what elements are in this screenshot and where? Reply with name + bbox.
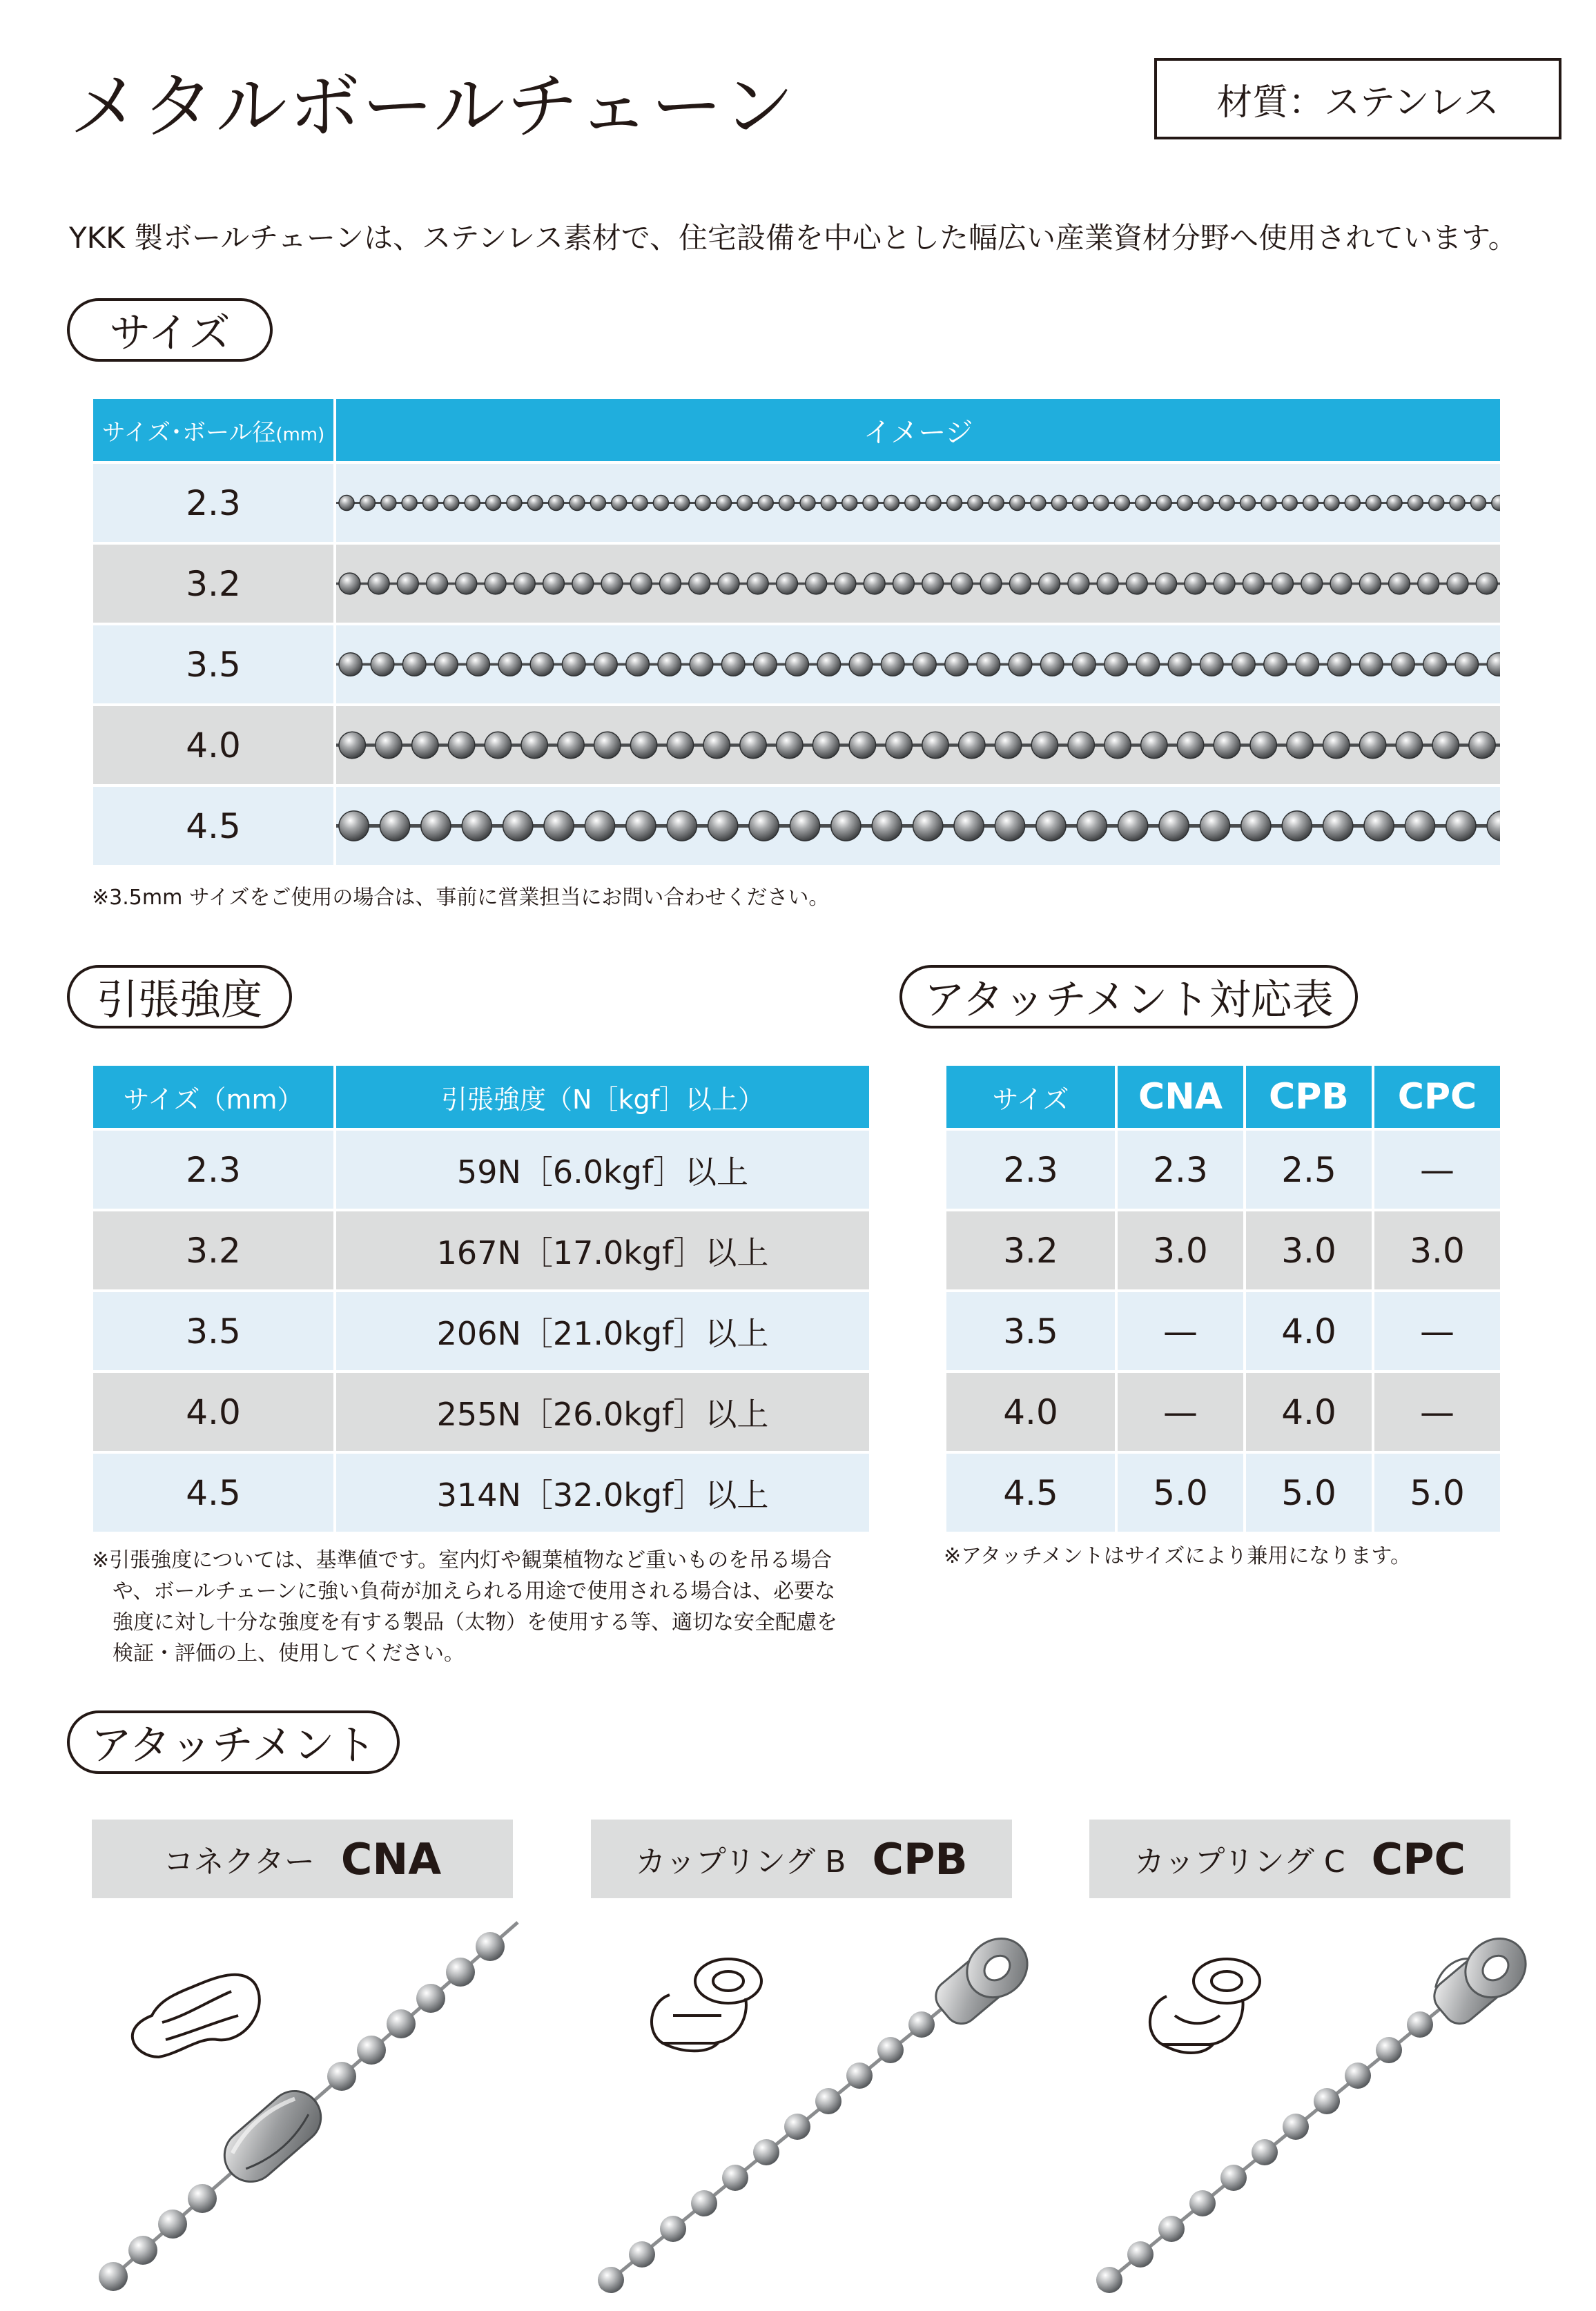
strength-cell: 206N［21.0kgf］以上 (335, 1291, 870, 1372)
chain-ball (653, 496, 668, 511)
chain-ball (1068, 732, 1094, 758)
chain-ball (658, 653, 681, 676)
chain-ball (1492, 496, 1501, 511)
chain-ball (1104, 653, 1128, 676)
chain-ball (1389, 573, 1410, 594)
chain-ball (1159, 811, 1189, 841)
chain-ball (1214, 573, 1235, 594)
chain-ball (1272, 573, 1294, 594)
chain-ball (1077, 811, 1107, 841)
attachment-name: カップリング B (635, 1844, 846, 1880)
chain-ball (1240, 496, 1256, 511)
size-cell: 3.2 (945, 1210, 1116, 1291)
chain-4-5-graphic (336, 788, 1501, 864)
chain-ball (427, 573, 448, 594)
chain-ball (951, 573, 973, 594)
chain-ball (1177, 732, 1203, 758)
compat-size-header: サイズ (945, 1064, 1116, 1129)
chain-ball (397, 573, 418, 594)
chain-ball (435, 653, 458, 676)
chain-ball (503, 811, 533, 841)
chain-ball (995, 732, 1021, 758)
chain-ball (690, 653, 713, 676)
size-cell: 4.5 (92, 1452, 335, 1533)
chain-ball (806, 573, 827, 594)
strength-cell: 167N［17.0kgf］以上 (335, 1210, 870, 1291)
chain-ball (1282, 811, 1312, 841)
chain-ball (1010, 573, 1031, 594)
cpc-cell: — (1373, 1129, 1501, 1210)
chain-ball (514, 573, 535, 594)
chain-ball (467, 653, 490, 676)
chain-ball (1287, 732, 1313, 758)
chain-ball (913, 653, 937, 676)
chain-ball (339, 573, 360, 594)
table-row (92, 462, 1501, 543)
chain-3-5-graphic (336, 627, 1501, 702)
chain-ball (601, 573, 623, 594)
size-cell: 3.2 (92, 543, 335, 624)
chain-ball (667, 811, 697, 841)
size-cell: 4.5 (945, 1452, 1116, 1533)
size-cell: 4.5 (92, 786, 335, 866)
chain-ball (674, 496, 690, 511)
chain-ball (812, 732, 839, 758)
size-heading: サイズ (67, 298, 273, 362)
chain-ball (821, 496, 836, 511)
chain-ball (1447, 573, 1468, 594)
chain-ball (1359, 732, 1385, 758)
chain-ball (959, 732, 985, 758)
attachments-heading: アタッチメント (67, 1710, 400, 1774)
cpc-cell: 3.0 (1373, 1210, 1501, 1291)
chain-ball (922, 732, 948, 758)
chain-ball (1214, 732, 1240, 758)
chain-ball (968, 496, 983, 511)
strength-size-header: サイズ（mm） (92, 1064, 335, 1129)
chain-ball (485, 573, 506, 594)
chain-ball (1141, 732, 1167, 758)
table-row (945, 1452, 1501, 1533)
attachment-name: コネクター (163, 1844, 315, 1880)
size-col-unit: (mm) (275, 424, 325, 445)
chain-ball (817, 653, 841, 676)
chain-ball (947, 496, 962, 511)
cpc-cell: 5.0 (1373, 1452, 1501, 1533)
chain-ball (831, 811, 861, 841)
strength-cell: 255N［26.0kgf］以上 (335, 1372, 870, 1452)
chain-ball (1345, 496, 1360, 511)
chain-ball (893, 573, 915, 594)
chain-ball (626, 811, 656, 841)
chain-ball (1408, 496, 1423, 511)
chain-ball (1450, 496, 1465, 511)
chain-2-3-graphic (336, 465, 1501, 540)
cna-cell: 5.0 (1116, 1452, 1245, 1533)
chain-ball (1405, 811, 1434, 841)
size-cell: 4.0 (92, 705, 335, 786)
chain-ball (1068, 573, 1089, 594)
chain-ball (881, 653, 904, 676)
chain-ball (1469, 732, 1495, 758)
chain-ball (1073, 653, 1096, 676)
chain-ball (777, 732, 803, 758)
chain-ball (1097, 573, 1118, 594)
chain-ball (1476, 573, 1497, 594)
chain-4-0-graphic (336, 708, 1501, 783)
chain-ball (1296, 653, 1319, 676)
chain-ball (381, 496, 396, 511)
chain-ball (1177, 496, 1192, 511)
chain-ball (1198, 496, 1214, 511)
chain-ball (1303, 496, 1318, 511)
chain-ball (1136, 653, 1160, 676)
chain-ball (1261, 496, 1276, 511)
chain-ball (572, 573, 594, 594)
chain-ball (886, 732, 912, 758)
chain-ball (1359, 573, 1381, 594)
chain-ball (1156, 496, 1171, 511)
chain-ball (872, 811, 902, 841)
chain-ball (444, 496, 459, 511)
compat-cpb-header: CPB (1245, 1064, 1373, 1129)
chain-ball (1324, 496, 1339, 511)
chain-ball (498, 653, 522, 676)
image-col-header: イメージ (335, 398, 1501, 462)
chain-ball (590, 496, 605, 511)
table-row (945, 1210, 1501, 1291)
chain-ball (544, 811, 574, 841)
size-cell: 2.3 (92, 1129, 335, 1210)
chain-ball (1323, 732, 1350, 758)
chain-ball (660, 573, 681, 594)
chain-ball (1039, 573, 1060, 594)
table-row (945, 1291, 1501, 1372)
chain-ball (1118, 811, 1148, 841)
chain-ball (779, 496, 795, 511)
chain-ball (1200, 811, 1229, 841)
chain-ball (339, 653, 362, 676)
chain-ball (864, 573, 885, 594)
compat-table (944, 1063, 1503, 1534)
chain-ball (1432, 732, 1459, 758)
compat-note: ※アタッチメントはサイズにより兼用になります。 (944, 1544, 1412, 1568)
chain-ball (800, 496, 815, 511)
chain-ball (1241, 811, 1271, 841)
chain-ball (1156, 573, 1177, 594)
chain-ball (412, 732, 438, 758)
chain-ball (703, 732, 730, 758)
chain-ball (594, 653, 618, 676)
chain-ball (884, 496, 899, 511)
size-cell: 2.3 (92, 462, 335, 543)
table-row (92, 705, 1501, 786)
chain-ball (507, 496, 522, 511)
chain-ball (689, 573, 710, 594)
table-row (92, 1210, 870, 1291)
chain-ball (1040, 653, 1064, 676)
table-row (92, 786, 1501, 866)
cpb-cell: 4.0 (1245, 1372, 1373, 1452)
chain-ball (612, 496, 627, 511)
chain-ball (1392, 653, 1415, 676)
chain-ball (570, 496, 585, 511)
chain-ball (849, 732, 875, 758)
chain-ball (849, 653, 873, 676)
chain-ball (1301, 573, 1323, 594)
chain-ball (842, 496, 857, 511)
chain-ball (1219, 496, 1234, 511)
chain-ball (718, 573, 739, 594)
chain-ball (562, 653, 585, 676)
size-cell: 4.0 (92, 1372, 335, 1452)
table-row (92, 1372, 870, 1452)
chain-ball (558, 732, 584, 758)
chain-ball (1282, 496, 1297, 511)
table-row (92, 624, 1501, 705)
chain-image (335, 624, 1501, 705)
chain-ball (1010, 496, 1025, 511)
cna-cell: 3.0 (1116, 1210, 1245, 1291)
chain-ball (1327, 653, 1351, 676)
chain-ball (549, 496, 564, 511)
chain-ball (1455, 653, 1479, 676)
chain-ball (980, 573, 1002, 594)
chain-ball (747, 573, 768, 594)
chain-ball (448, 732, 474, 758)
chain-ball (1126, 573, 1147, 594)
attachment-code: CNA (340, 1833, 442, 1884)
table-row (92, 1452, 870, 1533)
strength-note-line: 強度に対し十分な強度を有する製品（太物）を使用する等、適切な安全配慮を (113, 1610, 837, 1635)
chain-image (335, 786, 1501, 866)
chain-ball (1168, 653, 1191, 676)
chain-ball (421, 811, 451, 841)
chain-ball (630, 732, 656, 758)
chain-ball (1031, 496, 1046, 511)
attachment-label-cpc (1089, 1820, 1510, 1898)
chain-ball (1104, 732, 1131, 758)
chain-ball (1423, 653, 1447, 676)
chain-ball (339, 811, 369, 841)
chain-ball (1114, 496, 1129, 511)
cpb-chain-balls (598, 2011, 935, 2293)
chain-ball (1366, 496, 1381, 511)
chain-ball (1136, 496, 1151, 511)
cpb-cell: 3.0 (1245, 1210, 1373, 1291)
chain-ball (465, 496, 480, 511)
compat-heading: アタッチメント対応表 (899, 965, 1358, 1028)
attachment-code: CPB (872, 1833, 968, 1884)
chain-ball (1264, 653, 1287, 676)
chain-ball (1250, 732, 1276, 758)
chain-ball (402, 496, 417, 511)
chain-ball (632, 496, 648, 511)
cpc-cell: — (1373, 1291, 1501, 1372)
chain-ball (1232, 653, 1256, 676)
chain-ball (1243, 573, 1264, 594)
cpc-coupling-illustration (1078, 1912, 1548, 2299)
chain-ball (371, 653, 394, 676)
chain-ball (1051, 496, 1067, 511)
chain-ball (360, 496, 375, 511)
table-row (92, 543, 1501, 624)
chain-ball (717, 496, 732, 511)
strength-note-line: や、ボールチェーンに強い負荷が加えられる用途で使用される場合は、必要な (113, 1579, 836, 1603)
chain-ball (1200, 653, 1223, 676)
page-title: メタルボールチェーン (69, 64, 796, 148)
chain-ball (989, 496, 1004, 511)
chain-ball (777, 573, 798, 594)
chain-ball (630, 573, 652, 594)
chain-ball (905, 496, 920, 511)
cpb-cell: 5.0 (1245, 1452, 1373, 1533)
size-table (90, 396, 1503, 868)
material-label: 材質：ステンレス (1154, 58, 1561, 139)
chain-ball (1487, 653, 1501, 676)
chain-ball (402, 653, 426, 676)
chain-ball (1031, 732, 1058, 758)
chain-ball (339, 732, 365, 758)
chain-ball (1364, 811, 1394, 841)
cna-cell: — (1116, 1372, 1245, 1452)
strength-note-line: ※引張強度については、基準値です。室内灯や観葉植物など重いものを吊る場合 (92, 1548, 833, 1572)
chain-ball (835, 573, 856, 594)
size-cell: 3.5 (92, 1291, 335, 1372)
strength-heading: 引張強度 (67, 965, 292, 1028)
chain-ball (737, 496, 752, 511)
intro-text: YKK 製ボールチェーンは、ステンレス素材で、住宅設備を中心とした幅広い産業資材分野へ使用されています。 (69, 221, 1517, 255)
chain-ball (485, 732, 511, 758)
chain-ball (423, 496, 438, 511)
chain-ball (1093, 496, 1109, 511)
attachment-name: カップリング C (1133, 1844, 1345, 1880)
table-row (945, 1372, 1501, 1452)
strength-cell: 314N［32.0kgf］以上 (335, 1452, 870, 1533)
chain-ball (1387, 496, 1402, 511)
strength-note (92, 1545, 837, 1669)
chain-ball (863, 496, 878, 511)
chain-ball (1446, 811, 1476, 841)
chain-3-2-graphic (336, 546, 1501, 621)
strength-cell: 59N［6.0kgf］以上 (335, 1129, 870, 1210)
strength-value-header: 引張強度（N［kgf］以上） (335, 1064, 870, 1129)
chain-ball (543, 573, 565, 594)
chain-ball (995, 811, 1024, 841)
attachment-label-cpb (591, 1820, 1012, 1898)
chain-ball (376, 732, 402, 758)
chain-ball (1330, 573, 1352, 594)
size-cell: 3.5 (945, 1291, 1116, 1372)
chain-ball (913, 811, 943, 841)
cpb-coupling-illustration (580, 1912, 1049, 2299)
chain-ball (1429, 496, 1444, 511)
compat-cpc-header: CPC (1373, 1064, 1501, 1129)
chain-ball (695, 496, 710, 511)
chain-ball (1073, 496, 1088, 511)
chain-ball (945, 653, 969, 676)
chain-ball (456, 573, 477, 594)
chain-ball (1471, 496, 1486, 511)
chain-ball (786, 653, 809, 676)
chain-image (335, 462, 1501, 543)
chain-image (335, 705, 1501, 786)
chain-ball (368, 573, 389, 594)
size-cell: 3.5 (92, 624, 335, 705)
chain-ball (1359, 653, 1383, 676)
size-note: ※3.5mm サイズをご使用の場合は、事前に営業担当にお問い合わせください。 (92, 886, 830, 910)
table-row (945, 1129, 1501, 1210)
cpb-cell: 2.5 (1245, 1129, 1373, 1210)
chain-ball (1185, 573, 1206, 594)
chain-ball (758, 496, 773, 511)
chain-ball (626, 653, 650, 676)
cna-cell: 2.3 (1116, 1129, 1245, 1210)
chain-ball (462, 811, 492, 841)
chain-ball (954, 811, 984, 841)
cpc-chain-balls (1096, 2011, 1433, 2293)
chain-ball (486, 496, 501, 511)
compat-cna-header: CNA (1116, 1064, 1245, 1129)
chain-ball (667, 732, 693, 758)
size-cell: 3.2 (92, 1210, 335, 1291)
cpc-cell: — (1373, 1372, 1501, 1452)
cna-connector-illustration (69, 1912, 552, 2299)
chain-ball (380, 811, 409, 841)
chain-ball (530, 653, 554, 676)
chain-ball (585, 811, 614, 841)
attachment-code: CPC (1371, 1833, 1466, 1884)
chain-ball (527, 496, 543, 511)
chain-ball (1487, 811, 1501, 841)
chain-ball (977, 653, 1000, 676)
chain-ball (926, 496, 941, 511)
chain-ball (721, 653, 745, 676)
chain-ball (790, 811, 819, 841)
cpb-cell: 4.0 (1245, 1291, 1373, 1372)
chain-ball (594, 732, 621, 758)
chain-ball (1323, 811, 1353, 841)
chain-ball (740, 732, 766, 758)
strength-note-line: 検証・評価の上、使用してください。 (113, 1641, 465, 1666)
chain-ball (1009, 653, 1032, 676)
chain-ball (749, 811, 779, 841)
chain-ball (708, 811, 738, 841)
size-col-header (92, 398, 335, 462)
chain-ball (922, 573, 944, 594)
chain-ball (1418, 573, 1439, 594)
strength-table (90, 1063, 872, 1534)
chain-ball (1036, 811, 1066, 841)
size-cell: 2.3 (945, 1129, 1116, 1210)
chain-ball (521, 732, 547, 758)
size-col-label: サイズ･ボール径 (101, 418, 276, 447)
size-cell: 4.0 (945, 1372, 1116, 1452)
chain-ball (339, 496, 354, 511)
attachment-label-cna (92, 1820, 513, 1898)
table-row (92, 1129, 870, 1210)
table-row (92, 1291, 870, 1372)
chain-ball (754, 653, 777, 676)
chain-ball (1396, 732, 1422, 758)
cna-cell: — (1116, 1291, 1245, 1372)
chain-image (335, 543, 1501, 624)
